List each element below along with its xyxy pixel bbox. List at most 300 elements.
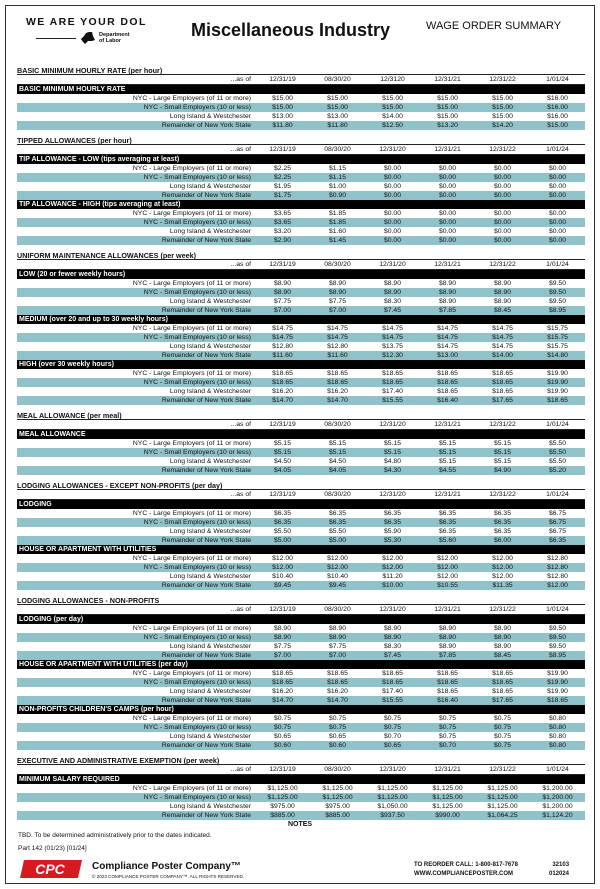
table-row bbox=[17, 811, 585, 820]
rate-value: $1.85 bbox=[328, 219, 346, 226]
table-row bbox=[17, 324, 585, 333]
rate-value: $16.40 bbox=[437, 397, 458, 404]
rate-value: $14.75 bbox=[382, 325, 403, 332]
rate-value: $11.60 bbox=[327, 352, 348, 359]
region-label: NYC - Small Employers (10 or less) bbox=[143, 724, 251, 731]
rate-value: $18.65 bbox=[382, 679, 403, 686]
rate-value: $0.00 bbox=[548, 192, 566, 199]
rate-value: $4.80 bbox=[383, 458, 401, 465]
rate-value: $18.65 bbox=[492, 679, 513, 686]
section-title: LODGING ALLOWANCES - NON-PROFITS bbox=[17, 596, 585, 605]
rate-value: $5.50 bbox=[548, 440, 566, 447]
rate-value: $1,200.00 bbox=[542, 785, 573, 792]
region-label: Long Island & Westchester bbox=[169, 298, 251, 305]
region-label: NYC - Large Employers (of 11 or more) bbox=[132, 280, 251, 287]
effective-date: 08/30/20 bbox=[324, 766, 351, 773]
effective-date: 12/31/19 bbox=[269, 421, 296, 428]
rate-value: $0.00 bbox=[548, 210, 566, 217]
cpc-logo bbox=[20, 859, 84, 879]
rate-value: $14.75 bbox=[492, 334, 513, 341]
rate-value: $15.00 bbox=[437, 104, 458, 111]
rate-value: $7.75 bbox=[328, 643, 346, 650]
table-row bbox=[17, 572, 585, 581]
rate-value: $0.00 bbox=[438, 219, 456, 226]
rate-value: $4.50 bbox=[273, 458, 291, 465]
rate-value: $8.90 bbox=[438, 643, 456, 650]
wage-tables bbox=[17, 66, 585, 820]
rate-value: $12.00 bbox=[492, 573, 513, 580]
rate-value: $18.65 bbox=[492, 388, 513, 395]
rate-value: $5.15 bbox=[273, 449, 291, 456]
rate-value: $19.90 bbox=[547, 370, 568, 377]
region-label: NYC - Large Employers (of 11 or more) bbox=[132, 785, 251, 792]
rate-value: $8.90 bbox=[328, 634, 346, 641]
as-of-label: ...as of bbox=[230, 606, 251, 613]
rate-value: $14.70 bbox=[327, 397, 348, 404]
rate-value: $6.35 bbox=[328, 510, 346, 517]
effective-date: 08/30/20 bbox=[324, 421, 351, 428]
table-row bbox=[17, 306, 585, 315]
table-row bbox=[17, 227, 585, 236]
rate-value: $13.00 bbox=[272, 113, 293, 120]
region-label: Remainder of New York State bbox=[161, 697, 251, 704]
region-label: Long Island & Westchester bbox=[169, 643, 251, 650]
rate-value: $6.75 bbox=[548, 519, 566, 526]
rate-value: $12.00 bbox=[492, 555, 513, 562]
rate-value: $11.60 bbox=[272, 352, 293, 359]
rate-value: $12.80 bbox=[547, 564, 568, 571]
rate-value: $13.00 bbox=[437, 352, 458, 359]
rate-value: $3.20 bbox=[273, 228, 291, 235]
rate-value: $13.20 bbox=[437, 122, 458, 129]
rate-value: $1.75 bbox=[273, 192, 291, 199]
rate-value: $937.50 bbox=[380, 812, 405, 819]
effective-date: 12/31/22 bbox=[489, 491, 516, 498]
cpc-logo-text: CPC bbox=[35, 861, 65, 877]
company-name: Compliance Poster Company™ bbox=[92, 861, 241, 872]
effective-date: 08/30/20 bbox=[324, 491, 351, 498]
rate-value: $4.50 bbox=[328, 458, 346, 465]
rate-value: $8.90 bbox=[328, 289, 346, 296]
rate-value: $9.45 bbox=[328, 582, 346, 589]
rate-value: $14.75 bbox=[272, 334, 293, 341]
rate-value: $3.65 bbox=[273, 219, 291, 226]
table-row bbox=[17, 369, 585, 378]
rate-value: $8.90 bbox=[273, 634, 291, 641]
rate-value: $15.00 bbox=[272, 95, 293, 102]
rate-value: $9.50 bbox=[548, 625, 566, 632]
rate-value: $5.15 bbox=[328, 449, 346, 456]
group-header: TIP ALLOWANCE - HIGH (tips averaging at least) bbox=[17, 200, 585, 209]
rate-value: $8.90 bbox=[438, 298, 456, 305]
rate-value: $0.00 bbox=[383, 237, 401, 244]
reorder-phone: TO REORDER CALL: 1-800-817-7678 bbox=[414, 862, 518, 868]
effective-date: 08/30/20 bbox=[324, 606, 351, 613]
rate-value: $9.50 bbox=[548, 298, 566, 305]
rate-value: $11.35 bbox=[492, 582, 513, 589]
rate-value: $1,064.25 bbox=[487, 812, 518, 819]
effective-date: 12/31/21 bbox=[434, 421, 461, 428]
rate-value: $18.65 bbox=[382, 670, 403, 677]
table-row bbox=[17, 121, 585, 130]
region-label: NYC - Small Employers (10 or less) bbox=[143, 519, 251, 526]
effective-date: 12/31/19 bbox=[269, 606, 296, 613]
rate-value: $0.00 bbox=[383, 183, 401, 190]
rate-value: $9.45 bbox=[273, 582, 291, 589]
section-title: MEAL ALLOWANCE (per meal) bbox=[17, 411, 585, 420]
rate-value: $8.90 bbox=[438, 280, 456, 287]
table-row bbox=[17, 624, 585, 633]
rate-value: $19.90 bbox=[547, 679, 568, 686]
rate-value: $12.80 bbox=[547, 555, 568, 562]
rate-value: $7.75 bbox=[328, 298, 346, 305]
region-label: NYC - Small Employers (10 or less) bbox=[143, 289, 251, 296]
rate-value: $18.65 bbox=[382, 379, 403, 386]
section-title: TIPPED ALLOWANCES (per hour) bbox=[17, 136, 585, 145]
rate-value: $1.15 bbox=[328, 174, 346, 181]
rate-value: $5.00 bbox=[328, 537, 346, 544]
rate-value: $1,124.20 bbox=[542, 812, 573, 819]
rate-value: $16.20 bbox=[327, 688, 348, 695]
header bbox=[6, 6, 594, 56]
dol-line-1: Department bbox=[99, 32, 130, 38]
rate-value: $5.15 bbox=[273, 440, 291, 447]
rate-value: $16.20 bbox=[327, 388, 348, 395]
table-row bbox=[17, 112, 585, 121]
rate-value: $17.65 bbox=[492, 397, 513, 404]
rate-value: $975.00 bbox=[270, 803, 295, 810]
group-header: MEDIUM (over 20 and up to 30 weekly hours) bbox=[17, 315, 585, 324]
table-row bbox=[17, 466, 585, 475]
region-label: Remainder of New York State bbox=[161, 307, 251, 314]
rate-value: $5.50 bbox=[548, 449, 566, 456]
effective-date: 1/01/24 bbox=[546, 491, 569, 498]
region-label: NYC - Small Employers (10 or less) bbox=[143, 449, 251, 456]
rate-value: $14.80 bbox=[547, 352, 568, 359]
table-row bbox=[17, 94, 585, 103]
effective-date: 12/31/21 bbox=[434, 606, 461, 613]
rate-value: $0.65 bbox=[273, 733, 291, 740]
rate-value: $14.75 bbox=[272, 325, 293, 332]
effective-date: 12/31/21 bbox=[434, 76, 461, 83]
effective-date: 12/31/19 bbox=[269, 766, 296, 773]
group-header: HOUSE OR APARTMENT WITH UTILITIES bbox=[17, 545, 585, 554]
rate-value: $1.15 bbox=[328, 165, 346, 172]
effective-date: 08/30/20 bbox=[324, 146, 351, 153]
rate-value: $18.65 bbox=[437, 688, 458, 695]
region-label: Long Island & Westchester bbox=[169, 228, 251, 235]
rate-value: $6.35 bbox=[438, 528, 456, 535]
notes bbox=[6, 821, 594, 852]
rate-value: $0.00 bbox=[493, 219, 511, 226]
notes-heading: NOTES bbox=[287, 821, 313, 828]
rate-value: $5.30 bbox=[383, 537, 401, 544]
region-label: Long Island & Westchester bbox=[169, 573, 251, 580]
region-label: NYC - Large Employers (of 11 or more) bbox=[132, 440, 251, 447]
rate-value: $18.65 bbox=[492, 379, 513, 386]
notes-tbd: TBD. To be determined administratively prior to the dates indicated. bbox=[18, 832, 212, 839]
rate-value: $6.35 bbox=[383, 510, 401, 517]
rate-value: $1.60 bbox=[328, 228, 346, 235]
rate-value: $8.90 bbox=[493, 298, 511, 305]
table-row bbox=[17, 651, 585, 660]
rate-value: $0.00 bbox=[548, 174, 566, 181]
table-row bbox=[17, 527, 585, 536]
rate-value: $5.20 bbox=[548, 467, 566, 474]
rate-value: $5.15 bbox=[438, 458, 456, 465]
section-title: UNIFORM MAINTENANCE ALLOWANCES (per week) bbox=[17, 251, 585, 260]
rate-value: $0.00 bbox=[383, 228, 401, 235]
rate-value: $8.90 bbox=[383, 634, 401, 641]
rate-value: $0.00 bbox=[383, 165, 401, 172]
rate-value: $0.00 bbox=[493, 165, 511, 172]
region-label: NYC - Small Employers (10 or less) bbox=[143, 219, 251, 226]
rate-value: $15.00 bbox=[382, 104, 403, 111]
poster-code bbox=[549, 861, 569, 879]
rate-value: $14.20 bbox=[492, 122, 513, 129]
rate-value: $5.50 bbox=[328, 528, 346, 535]
rate-value: $16.00 bbox=[547, 95, 568, 102]
rate-value: $0.75 bbox=[273, 724, 291, 731]
dol-label bbox=[99, 32, 130, 44]
effective-date: 12/31/20 bbox=[379, 766, 406, 773]
rate-value: $18.65 bbox=[272, 670, 293, 677]
rate-value: $7.45 bbox=[383, 652, 401, 659]
rate-value: $0.00 bbox=[438, 228, 456, 235]
rate-value: $0.75 bbox=[328, 715, 346, 722]
as-of-row bbox=[17, 260, 585, 270]
group-header: LOW (20 or fewer weekly hours) bbox=[17, 270, 585, 279]
table-row bbox=[17, 642, 585, 651]
region-label: Remainder of New York State bbox=[161, 652, 251, 659]
rate-value: $17.65 bbox=[492, 697, 513, 704]
rate-value: $4.55 bbox=[438, 467, 456, 474]
rate-value: $16.00 bbox=[547, 113, 568, 120]
rate-value: $0.60 bbox=[328, 742, 346, 749]
region-label: Remainder of New York State bbox=[161, 812, 251, 819]
table-row bbox=[17, 723, 585, 732]
rate-value: $8.90 bbox=[493, 634, 511, 641]
rate-value: $8.90 bbox=[438, 634, 456, 641]
effective-date: 12/31/20 bbox=[379, 421, 406, 428]
rate-value: $10.00 bbox=[382, 582, 403, 589]
rate-value: $15.00 bbox=[327, 104, 348, 111]
effective-date: 12/31/22 bbox=[489, 146, 516, 153]
rate-value: $2.25 bbox=[273, 165, 291, 172]
region-label: Long Island & Westchester bbox=[169, 688, 251, 695]
rate-value: $10.40 bbox=[272, 573, 293, 580]
page-subtitle: WAGE ORDER SUMMARY bbox=[426, 20, 562, 32]
table-row bbox=[17, 342, 585, 351]
poster-page bbox=[5, 5, 595, 884]
rate-value: $8.90 bbox=[383, 289, 401, 296]
rate-value: $12.80 bbox=[327, 343, 348, 350]
table-row bbox=[17, 741, 585, 750]
as-of-row bbox=[17, 75, 585, 85]
effective-date: 1/01/24 bbox=[546, 146, 569, 153]
rate-value: $15.75 bbox=[547, 334, 568, 341]
rate-value: $14.70 bbox=[327, 697, 348, 704]
rate-value: $1,050.00 bbox=[377, 803, 408, 810]
rate-value: $8.90 bbox=[438, 289, 456, 296]
table-row bbox=[17, 191, 585, 200]
rate-value: $7.00 bbox=[328, 307, 346, 314]
rate-value: $9.50 bbox=[548, 634, 566, 641]
region-label: NYC - Large Employers (of 11 or more) bbox=[132, 670, 251, 677]
as-of-row bbox=[17, 765, 585, 775]
region-label: Remainder of New York State bbox=[161, 467, 251, 474]
rate-value: $8.90 bbox=[493, 643, 511, 650]
rate-value: $14.75 bbox=[382, 334, 403, 341]
rate-value: $1.45 bbox=[328, 237, 346, 244]
rate-value: $15.00 bbox=[492, 113, 513, 120]
rate-value: $1,200.00 bbox=[542, 803, 573, 810]
rate-value: $6.35 bbox=[493, 528, 511, 535]
page-title: Miscellaneous Industry bbox=[191, 20, 391, 40]
effective-date: 12/31/22 bbox=[489, 421, 516, 428]
rate-value: $13.75 bbox=[382, 343, 403, 350]
effective-date: 1/01/24 bbox=[546, 766, 569, 773]
rate-value: $0.00 bbox=[438, 174, 456, 181]
rate-value: $1.95 bbox=[273, 183, 291, 190]
effective-date: 08/30/20 bbox=[324, 261, 351, 268]
region-label: NYC - Small Employers (10 or less) bbox=[143, 794, 251, 801]
rate-value: $15.55 bbox=[382, 697, 403, 704]
effective-date: 12/31/20 bbox=[379, 146, 406, 153]
rate-value: $19.90 bbox=[547, 670, 568, 677]
rate-value: $0.75 bbox=[328, 724, 346, 731]
dol-line-2: of Labor bbox=[99, 38, 121, 44]
rate-value: $0.00 bbox=[493, 174, 511, 181]
rate-value: $5.60 bbox=[438, 537, 456, 544]
table-row bbox=[17, 103, 585, 112]
table-row bbox=[17, 439, 585, 448]
rate-value: $7.75 bbox=[273, 643, 291, 650]
table-row bbox=[17, 218, 585, 227]
rate-value: $6.35 bbox=[273, 519, 291, 526]
rate-value: $0.75 bbox=[383, 724, 401, 731]
rate-value: $0.65 bbox=[383, 742, 401, 749]
table-row bbox=[17, 678, 585, 687]
rate-value: $6.35 bbox=[493, 519, 511, 526]
rate-value: $8.95 bbox=[548, 307, 566, 314]
rate-value: $0.75 bbox=[438, 715, 456, 722]
rate-value: $0.75 bbox=[493, 715, 511, 722]
rate-value: $0.00 bbox=[438, 210, 456, 217]
as-of-row bbox=[17, 605, 585, 615]
region-label: NYC - Large Employers (of 11 or more) bbox=[132, 555, 251, 562]
region-label: NYC - Small Employers (10 or less) bbox=[143, 379, 251, 386]
effective-date: 12/31/20 bbox=[379, 261, 406, 268]
group-header: MEAL ALLOWANCE bbox=[17, 430, 585, 439]
rate-value: $8.90 bbox=[273, 625, 291, 632]
effective-date: 12/31/19 bbox=[269, 76, 296, 83]
table-row bbox=[17, 182, 585, 191]
effective-date: 1/01/24 bbox=[546, 76, 569, 83]
effective-date: 12/31/22 bbox=[489, 606, 516, 613]
rate-value: $5.15 bbox=[383, 449, 401, 456]
rate-value: $15.75 bbox=[547, 325, 568, 332]
rate-value: $6.35 bbox=[438, 510, 456, 517]
region-label: NYC - Large Employers (of 11 or more) bbox=[132, 325, 251, 332]
table-row bbox=[17, 802, 585, 811]
rate-value: $1,125.00 bbox=[267, 794, 298, 801]
rate-value: $18.65 bbox=[547, 697, 568, 704]
table-row bbox=[17, 333, 585, 342]
group-header: HIGH (over 30 weekly hours) bbox=[17, 360, 585, 369]
rate-value: $4.05 bbox=[328, 467, 346, 474]
rate-value: $18.65 bbox=[272, 679, 293, 686]
rate-value: $12.00 bbox=[327, 555, 348, 562]
rate-value: $14.00 bbox=[492, 352, 513, 359]
rate-value: $0.75 bbox=[493, 724, 511, 731]
region-label: Remainder of New York State bbox=[161, 237, 251, 244]
as-of-label: ...as of bbox=[230, 766, 251, 773]
rate-value: $0.80 bbox=[548, 733, 566, 740]
rate-value: $6.75 bbox=[548, 528, 566, 535]
rate-value: $7.85 bbox=[438, 307, 456, 314]
rate-value: $14.75 bbox=[437, 334, 458, 341]
region-label: Remainder of New York State bbox=[161, 122, 251, 129]
table-row bbox=[17, 581, 585, 590]
as-of-label: ...as of bbox=[230, 261, 251, 268]
rate-value: $9.50 bbox=[548, 280, 566, 287]
rate-value: $18.65 bbox=[437, 670, 458, 677]
region-label: NYC - Large Employers (of 11 or more) bbox=[132, 625, 251, 632]
table-row bbox=[17, 696, 585, 705]
rate-value: $9.50 bbox=[548, 643, 566, 650]
section-title: BASIC MINIMUM HOURLY RATE (per hour) bbox=[17, 66, 585, 75]
rate-value: $0.00 bbox=[383, 210, 401, 217]
as-of-row bbox=[17, 490, 585, 500]
rate-value: $14.75 bbox=[492, 325, 513, 332]
nys-dol-logo bbox=[36, 31, 130, 45]
poster-date-code: 012024 bbox=[549, 871, 570, 877]
copyright: © 2023 COMPLIANCE POSTER COMPANY™. ALL RIGHTS RESERVED. bbox=[92, 874, 245, 879]
rate-value: $8.90 bbox=[493, 289, 511, 296]
rate-value: $12.80 bbox=[272, 343, 293, 350]
rate-value: $0.75 bbox=[438, 733, 456, 740]
website-link[interactable]: WWW.COMPLIANCEPOSTER.COM bbox=[414, 871, 513, 877]
effective-date: 12/31/21 bbox=[434, 261, 461, 268]
table-row bbox=[17, 457, 585, 466]
rate-value: $11.80 bbox=[327, 122, 348, 129]
rate-value: $0.00 bbox=[548, 183, 566, 190]
region-label: Long Island & Westchester bbox=[169, 388, 251, 395]
rate-value: $18.65 bbox=[547, 397, 568, 404]
rate-value: $18.65 bbox=[272, 370, 293, 377]
effective-date: 12/31/19 bbox=[269, 261, 296, 268]
rate-value: $0.00 bbox=[548, 219, 566, 226]
rate-value: $0.65 bbox=[328, 733, 346, 740]
rate-value: $15.00 bbox=[492, 104, 513, 111]
rate-value: $4.30 bbox=[383, 467, 401, 474]
region-label: NYC - Small Employers (10 or less) bbox=[143, 334, 251, 341]
effective-date: 12/31/21 bbox=[434, 491, 461, 498]
rate-value: $8.90 bbox=[328, 280, 346, 287]
table-row bbox=[17, 288, 585, 297]
table-row bbox=[17, 633, 585, 642]
rate-value: $18.65 bbox=[492, 370, 513, 377]
rate-value: $12.00 bbox=[547, 582, 568, 589]
effective-date: 12/31/20 bbox=[379, 606, 406, 613]
rate-value: $14.70 bbox=[272, 697, 293, 704]
rate-value: $14.70 bbox=[272, 397, 293, 404]
rate-value: $0.75 bbox=[438, 724, 456, 731]
rate-value: $0.00 bbox=[548, 237, 566, 244]
group-header: MINIMUM SALARY REQUIRED bbox=[17, 775, 585, 784]
rate-value: $8.30 bbox=[383, 298, 401, 305]
